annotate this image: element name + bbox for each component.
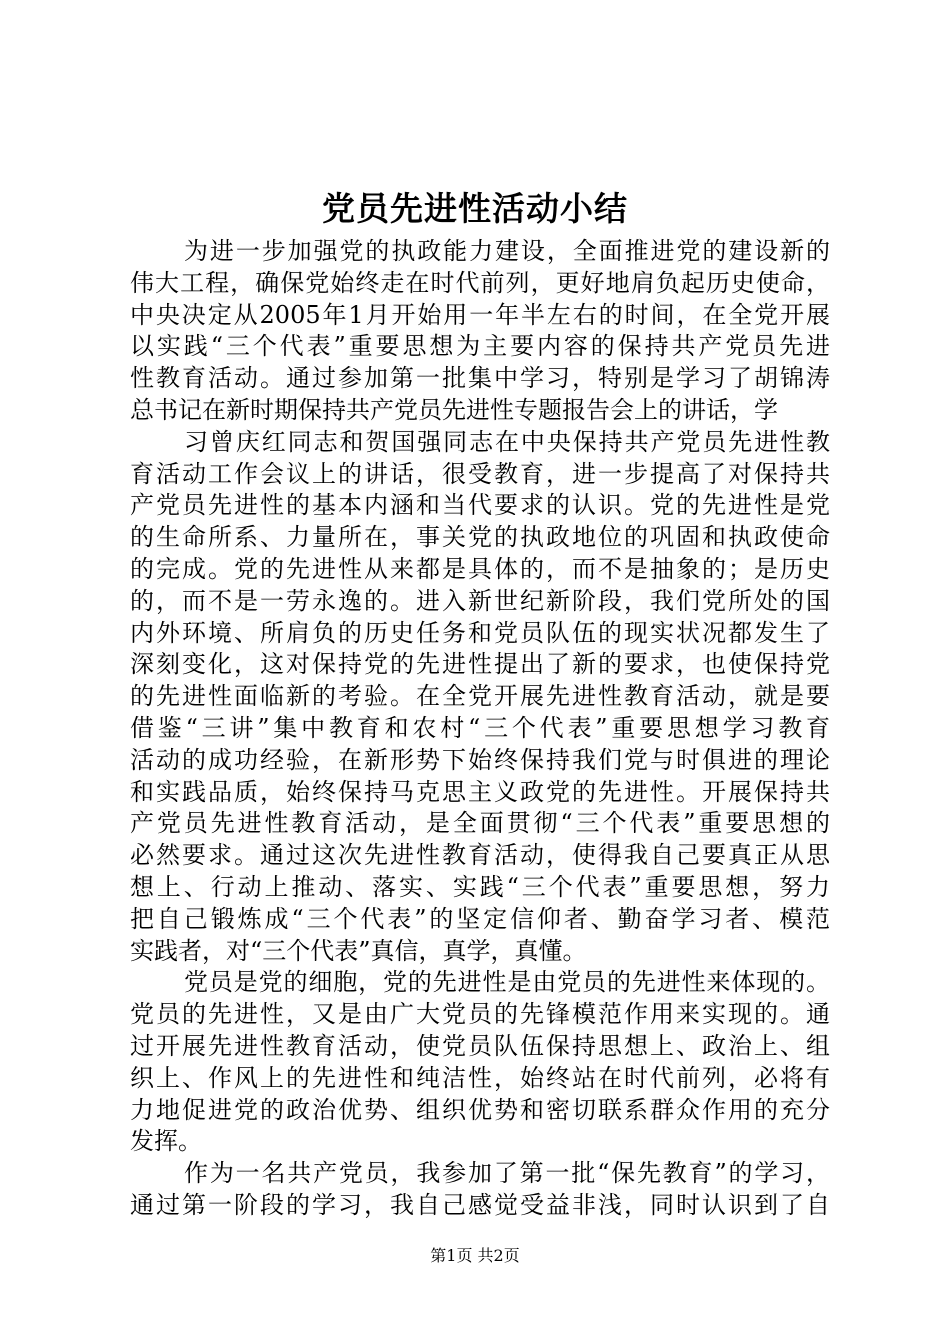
text-line: 总书记在新时期保持共产党员先进性专题报告会上的讲话，学 bbox=[130, 395, 778, 424]
text-line: 深刻变化，这对保持党的先进性提出了新的要求，也使保持党 bbox=[130, 650, 830, 679]
text-line: 把自己锻炼成“三个代表”的坚定信仰者、勤奋学习者、模范 bbox=[130, 904, 830, 933]
document-title: 党员先进性活动小结 bbox=[322, 189, 628, 228]
text-line: 的完成。党的先进性从来都是具体的，而不是抽象的；是历史 bbox=[130, 554, 830, 583]
text-line: 通过第一阶段的学习，我自己感觉受益非浅，同时认识到了自 bbox=[130, 1190, 830, 1219]
text-line: 的生命所系、力量所在，事关党的执政地位的巩固和执政使命 bbox=[130, 523, 830, 552]
text-line: 织上、作风上的先进性和纯洁性，始终站在时代前列，必将有 bbox=[130, 1063, 830, 1092]
text-line: 发挥。 bbox=[130, 1127, 202, 1156]
text-line: 想上、行动上推动、落实、实践“三个代表”重要思想，努力 bbox=[130, 872, 830, 901]
text-line: 以实践“三个代表”重要思想为主要内容的保持共产党员先进 bbox=[130, 332, 830, 361]
text-line: 产党员先进性的基本内涵和当代要求的认识。党的先进性是党 bbox=[130, 491, 830, 520]
text-line: 必然要求。通过这次先进性教育活动，使得我自己要真正从思 bbox=[130, 841, 830, 870]
text-line: 内外环境、所肩负的历史任务和党员队伍的现实状况都发生了 bbox=[130, 618, 830, 647]
text-line: 借鉴“三讲”集中教育和农村“三个代表”重要思想学习教育 bbox=[130, 713, 830, 742]
document-body bbox=[130, 236, 830, 1222]
page-footer: 第1页 共2页 bbox=[430, 1246, 520, 1265]
text-line: 活动的成功经验，在新形势下始终保持我们党与时俱进的理论 bbox=[130, 745, 830, 774]
text-line: 过开展先进性教育活动，使党员队伍保持思想上、政治上、组 bbox=[130, 1031, 830, 1060]
text-line: 的先进性面临新的考验。在全党开展先进性教育活动，就是要 bbox=[130, 682, 830, 711]
text-line: 党员是党的细胞，党的先进性是由党员的先进性来体现的。 bbox=[184, 968, 830, 997]
text-line: 实践者，对“三个代表”真信，真学，真懂。 bbox=[130, 936, 587, 965]
text-line: 的，而不是一劳永逸的。进入新世纪新阶段，我们党所处的国 bbox=[130, 586, 830, 615]
text-line: 习曾庆红同志和贺国强同志在中央保持共产党员先进性教 bbox=[184, 427, 830, 456]
text-line: 力地促进党的政治优势、组织优势和密切联系群众作用的充分 bbox=[130, 1095, 830, 1124]
text-line: 性教育活动。通过参加第一批集中学习，特别是学习了胡锦涛 bbox=[130, 364, 830, 393]
text-line: 育活动工作会议上的讲话，很受教育，进一步提高了对保持共 bbox=[130, 459, 830, 488]
text-line: 中央决定从2005年1月开始用一年半左右的时间，在全党开展 bbox=[130, 300, 830, 329]
text-line: 伟大工程，确保党始终走在时代前列，更好地肩负起历史使命， bbox=[130, 268, 830, 297]
text-line: 作为一名共产党员，我参加了第一批“保先教育”的学习， bbox=[184, 1159, 830, 1188]
text-line: 党员的先进性，又是由广大党员的先锋模范作用来实现的。通 bbox=[130, 1000, 830, 1029]
text-line: 产党员先进性教育活动，是全面贯彻“三个代表”重要思想的 bbox=[130, 809, 830, 838]
text-line: 为进一步加强党的执政能力建设，全面推进党的建设新的 bbox=[184, 237, 830, 265]
text-line: 和实践品质，始终保持马克思主义政党的先进性。开展保持共 bbox=[130, 777, 830, 806]
